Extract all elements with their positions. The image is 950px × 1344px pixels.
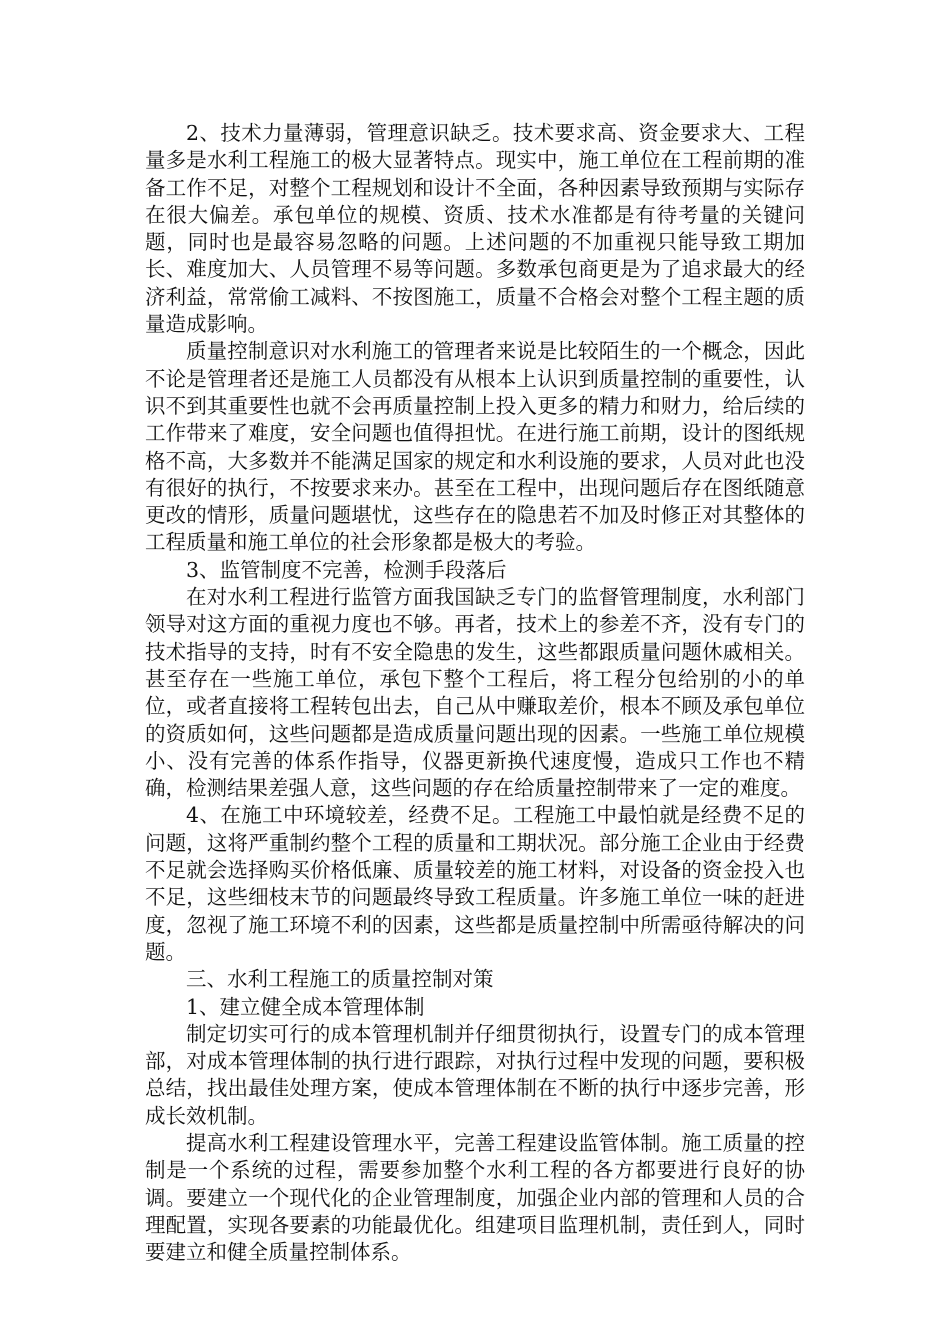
- heading-cost-management: 1、建立健全成本管理体制: [186, 994, 425, 1019]
- paragraph-technical-weakness: 2、技术力量薄弱，管理意识缺乏。技术要求高、资金要求大、工程量多是水利工程施工的极大显著特点。现实中，施工单位在工程前期的准备工作不足，对整个工程规划和设计不全面，各种因素导致预期与实际存在很大偏差。承包单位的规模、资质、技术水准都是有待考量的关键问题，同时也是最容易忽略的问题。上述问题的不加重视只能导致工期加长、难度加大、人员管理不易等问题。多数承包商更是为了追求最大的经济利益，常常偷工减料、不按图施工，质量不合格会对整个工程主题的质量造成影响。: [145, 121, 805, 337]
- document-body: [145, 120, 805, 1266]
- section-heading-quality-measures: 三、水利工程施工的质量控制对策: [186, 967, 494, 992]
- paragraph-supervision-system: 在对水利工程进行监管方面我国缺乏专门的监督管理制度，水利部门领导对这方面的重视力度也不够。再者，技术上的参差不齐，没有专门的技术指导的支持，时有不安全隐患的发生，这些都跟质量问题休戚相关。甚至存在一些施工单位，承包下整个工程后，将工程分包给别的小的单位，或者直接将工程转包出去，自己从中赚取差价，根本不顾及承包单位的资质如何，这些问题都是造成质量问题出现的因素。一些施工单位规模小、没有完善的体系作指导，仪器更新换代速度慢，造成只工作也不精确，检测结果差强人意，这些问题的存在给质量控制带来了一定的难度。: [145, 585, 805, 801]
- paragraph-cost-management: 制定切实可行的成本管理机制并仔细贯彻执行，设置专门的成本管理部，对成本管理体制的执行进行跟踪，对执行过程中发现的问题，要积极总结，找出最佳处理方案，使成本管理体制在不断的执行中逐步完善，形成长效机制。: [145, 1021, 805, 1128]
- paragraph-quality-awareness: 质量控制意识对水利施工的管理者来说是比较陌生的一个概念，因此不论是管理者还是施工人员都没有从根本上认识到质量控制的重要性，认识不到其重要性也就不会再质量控制上投入更多的精力和财力，给后续的工作带来了难度，安全问题也值得担忧。在进行施工前期，设计的图纸规格不高，大多数并不能满足国家的规定和水利设施的要求，人员对此也没有很好的执行，不按要求来办。甚至在工程中，出现问题后存在图纸随意更改的情形，质量问题堪忧，这些存在的隐患若不加及时修正对其整体的工程质量和施工单位的社会形象都是极大的考验。: [145, 339, 805, 555]
- heading-supervision-system: 3、监管制度不完善，检测手段落后: [186, 557, 507, 582]
- paragraph-management-level: 提高水利工程建设管理水平，完善工程建设监管体制。施工质量的控制是一个系统的过程，需要参加整个水利工程的各方都要进行良好的协调。要建立一个现代化的企业管理制度，加强企业内部的管理和人员的合理配置，实现各要素的功能最优化。组建项目监理机制，责任到人，同时要建立和健全质量控制体系。: [145, 1130, 805, 1265]
- paragraph-environment-funding: 4、在施工中环境较差，经费不足。工程施工中最怕就是经费不足的问题，这将严重制约整个工程的质量和工期状况。部分施工企业由于经费不足就会选择购买价格低廉、质量较差的施工材料，对设备的资金投入也不足，这些细枝末节的问题最终导致工程质量。许多施工单位一味的赶进度，忽视了施工环境不利的因素，这些都是质量控制中所需亟待解决的问题。: [145, 803, 805, 964]
